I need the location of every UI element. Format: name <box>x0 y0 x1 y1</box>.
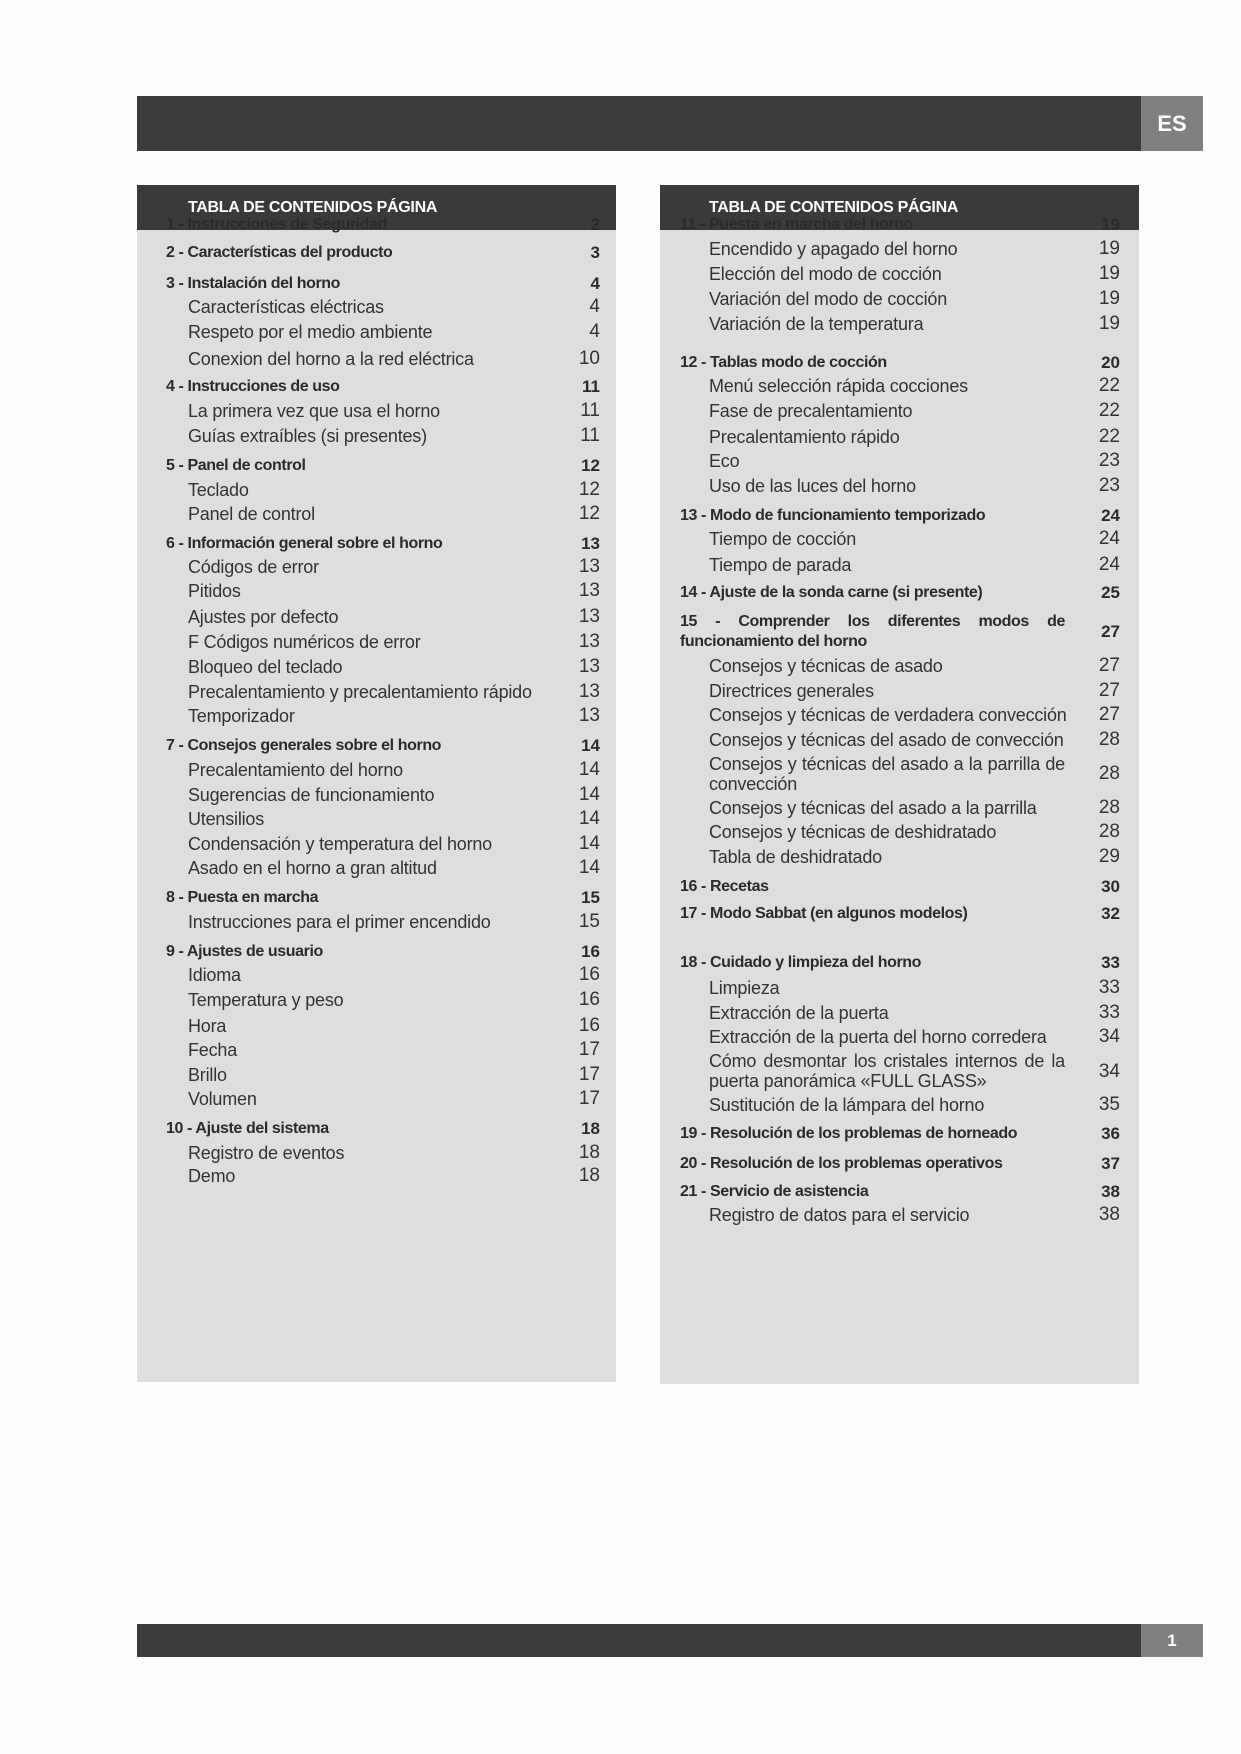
toc-entry <box>660 376 1139 396</box>
toc-entry-page: 22 <box>1098 426 1120 447</box>
toc-entry-title: Encendido y apagado del horno <box>709 239 958 259</box>
toc-entry-page: 4 <box>589 321 600 342</box>
toc-entry-title: 7 - Consejos generales sobre el horno <box>166 737 442 754</box>
toc-entry <box>660 427 1139 447</box>
toc-entry-page: 27 <box>1098 704 1120 725</box>
toc-entry-title: 14 - Ajuste de la sonda carne (si presente) <box>680 584 983 601</box>
toc-entry-page: 19 <box>1101 215 1120 234</box>
toc-entry <box>137 349 616 369</box>
toc-entry-page: 13 <box>578 656 600 677</box>
toc-entry <box>660 656 1139 676</box>
toc-entry-page: 12 <box>578 479 600 500</box>
toc-entry <box>137 322 616 342</box>
toc-entry-page: 29 <box>1098 846 1120 867</box>
toc-entry-title: Temperatura y peso <box>188 990 344 1010</box>
toc-entry <box>137 1119 616 1139</box>
toc-entry-page: 38 <box>1101 1182 1120 1201</box>
toc-entry-page: 25 <box>1101 583 1120 602</box>
toc-entry-page: 17 <box>578 1064 600 1085</box>
toc-entry-title: Utensilios <box>188 809 265 829</box>
footer-bar <box>137 1624 1141 1657</box>
toc-entry-page: 34 <box>1098 1026 1120 1047</box>
toc-entry-page: 19 <box>1098 238 1120 259</box>
toc-entry-page: 13 <box>578 631 600 652</box>
toc-entry-page: 2 <box>590 215 600 234</box>
toc-entry <box>137 504 616 524</box>
toc-entry-page: 17 <box>578 1088 600 1109</box>
toc-entry <box>137 809 616 829</box>
toc-entry <box>660 877 1139 897</box>
toc-entry-page: 16 <box>578 964 600 985</box>
toc-entry-title: La primera vez que usa el horno <box>188 401 440 421</box>
toc-entry-page: 13 <box>578 580 600 601</box>
toc-entry-title: Precalentamiento y precalentamiento rápido <box>188 682 532 702</box>
toc-entry <box>137 990 616 1010</box>
toc-entry <box>660 583 1139 603</box>
toc-entry-page: 27 <box>1101 622 1120 641</box>
toc-entry <box>660 798 1139 818</box>
toc-entry-page: 3 <box>590 243 600 262</box>
toc-entry-page: 28 <box>1098 763 1120 784</box>
toc-entry <box>660 353 1139 373</box>
toc-entry-title: Demo <box>188 1166 236 1186</box>
toc-entry-title: 10 - Ajuste del sistema <box>166 1120 329 1137</box>
toc-entry <box>137 243 616 263</box>
toc-entry-page: 17 <box>578 1039 600 1060</box>
toc-entry-page: 37 <box>1101 1154 1120 1173</box>
page-number: 1 <box>1141 1624 1203 1657</box>
toc-entry-title: Elección del modo de cocción <box>709 264 942 284</box>
toc-entry <box>137 215 616 235</box>
toc-entry-title: Fecha <box>188 1040 238 1060</box>
toc-entry-title: 5 - Panel de control <box>166 457 306 474</box>
toc-entry-title: Cómo desmontar los cristales internos de la puerta panorámica «FULL GLASS» <box>709 1051 1065 1091</box>
toc-entry-title: Precalentamiento rápido <box>709 427 900 447</box>
toc-entry-page: 33 <box>1098 977 1120 998</box>
toc-entry-page: 14 <box>578 833 600 854</box>
toc-entry-title: Características eléctricas <box>188 297 384 317</box>
toc-entry <box>137 888 616 908</box>
toc-entry <box>137 557 616 577</box>
toc-entry-page: 20 <box>1101 353 1120 372</box>
toc-entry-page: 28 <box>1098 821 1120 842</box>
toc-entry-page: 24 <box>1098 554 1120 575</box>
toc-entry-title: 19 - Resolución de los problemas de horneado <box>680 1125 1018 1142</box>
toc-entry-page: 30 <box>1101 877 1120 896</box>
toc-entry-title: Brillo <box>188 1065 227 1085</box>
toc-right-heading: TABLA DE CONTENIDOS PÁGINA <box>660 185 1139 230</box>
toc-entry-page: 11 <box>582 377 600 396</box>
toc-entry <box>660 401 1139 421</box>
toc-left-column <box>137 185 616 1382</box>
toc-entry-title: 13 - Modo de funcionamiento temporizado <box>680 507 986 524</box>
toc-entry-page: 24 <box>1101 506 1120 525</box>
toc-entry <box>660 822 1139 842</box>
toc-entry <box>660 506 1139 526</box>
toc-entry <box>137 682 616 702</box>
toc-entry <box>137 706 616 726</box>
toc-entry-title: Asado en el horno a gran altitud <box>188 858 437 878</box>
toc-entry-title: Variación del modo de cocción <box>709 289 948 309</box>
toc-entry-page: 12 <box>581 456 600 475</box>
toc-left-heading: TABLA DE CONTENIDOS PÁGINA <box>137 185 616 230</box>
toc-entry-title: Ajustes por defecto <box>188 607 339 627</box>
toc-entry-page: 35 <box>1098 1094 1120 1115</box>
toc-entry-page: 33 <box>1098 1002 1120 1023</box>
toc-entry-title: Hora <box>188 1016 227 1036</box>
toc-entry-title: 6 - Información general sobre el horno <box>166 535 443 552</box>
toc-entry-page: 22 <box>1098 375 1120 396</box>
toc-entry-page: 22 <box>1098 400 1120 421</box>
toc-entry <box>660 476 1139 496</box>
toc-entry-title: 11 - Puesta en marcha del horno <box>680 216 914 233</box>
toc-entry <box>137 1089 616 1109</box>
toc-entry-page: 14 <box>578 808 600 829</box>
toc-entry <box>137 534 616 554</box>
toc-entry <box>660 1027 1139 1047</box>
toc-entry <box>660 681 1139 701</box>
toc-entry-page: 28 <box>1098 729 1120 750</box>
toc-entry <box>660 1095 1139 1115</box>
toc-entry <box>137 377 616 397</box>
toc-entry <box>660 239 1139 259</box>
toc-entry <box>660 264 1139 284</box>
toc-entry <box>660 847 1139 867</box>
toc-entry-title: Eco <box>709 451 740 471</box>
toc-entry-page: 16 <box>578 1015 600 1036</box>
toc-entry <box>660 314 1139 334</box>
toc-entry <box>660 1205 1139 1225</box>
toc-entry-page: 4 <box>589 296 600 317</box>
toc-entry-title: Fase de precalentamiento <box>709 401 913 421</box>
toc-entry-page: 38 <box>1098 1204 1120 1225</box>
toc-right-column <box>660 185 1139 1384</box>
toc-entry-title: Consejos y técnicas de verdadera convección <box>709 705 1067 725</box>
toc-entry-title: Extracción de la puerta <box>709 1003 889 1023</box>
toc-entry <box>137 581 616 601</box>
toc-entry-page: 34 <box>1098 1061 1120 1082</box>
toc-entry-page: 14 <box>578 857 600 878</box>
toc-entry <box>660 953 1139 973</box>
toc-entry-page: 18 <box>581 1119 600 1138</box>
toc-entry-page: 19 <box>1098 313 1120 334</box>
toc-entry <box>660 904 1139 924</box>
toc-entry-title: 18 - Cuidado y limpieza del horno <box>680 954 922 971</box>
toc-entry-title: Registro de datos para el servicio <box>709 1205 970 1225</box>
toc-entry-title: Uso de las luces del horno <box>709 476 916 496</box>
toc-entry <box>137 657 616 677</box>
toc-entry-title: 8 - Puesta en marcha <box>166 889 319 906</box>
toc-entry-title: Consejos y técnicas del asado de convección <box>709 730 1064 750</box>
toc-entry-title: 17 - Modo Sabbat (en algunos modelos) <box>680 905 968 922</box>
toc-entry-page: 27 <box>1098 680 1120 701</box>
toc-entry <box>660 612 1139 652</box>
toc-entry <box>137 297 616 317</box>
toc-entry <box>660 730 1139 750</box>
toc-entry-title: Teclado <box>188 480 249 500</box>
toc-entry-page: 18 <box>578 1165 600 1186</box>
toc-entry <box>660 529 1139 549</box>
toc-entry-title: Códigos de error <box>188 557 319 577</box>
toc-entry-title: Consejos y técnicas del asado a la parrilla <box>709 798 1037 818</box>
toc-entry <box>137 912 616 932</box>
toc-entry-page: 13 <box>578 606 600 627</box>
toc-entry-title: Limpieza <box>709 978 780 998</box>
toc-entry-page: 10 <box>578 348 600 369</box>
toc-entry <box>137 480 616 500</box>
toc-entry <box>660 1003 1139 1023</box>
toc-entry-title: Condensación y temperatura del horno <box>188 834 492 854</box>
toc-entry <box>137 736 616 756</box>
toc-entry <box>137 1143 616 1163</box>
toc-entry-title: Consejos y técnicas de asado <box>709 656 943 676</box>
toc-entry-page: 19 <box>1098 288 1120 309</box>
toc-entry-page: 13 <box>578 681 600 702</box>
toc-entry <box>137 456 616 476</box>
toc-entry-page: 23 <box>1098 450 1120 471</box>
toc-entry-page: 27 <box>1098 655 1120 676</box>
toc-entry-title: 15 - Comprender los diferentes modos de funcionamiento del horno <box>680 613 1065 650</box>
toc-entry-title: Bloqueo del teclado <box>188 657 343 677</box>
toc-entry-page: 13 <box>578 556 600 577</box>
toc-entry <box>660 451 1139 471</box>
toc-entry-page: 24 <box>1098 528 1120 549</box>
toc-entry-title: Directrices generales <box>709 681 874 701</box>
toc-entry-page: 23 <box>1098 475 1120 496</box>
toc-entry-page: 28 <box>1098 797 1120 818</box>
toc-entry-title: Tabla de deshidratado <box>709 847 882 867</box>
toc-entry-page: 32 <box>1101 904 1120 923</box>
toc-entry <box>660 1124 1139 1144</box>
toc-entry-title: Tiempo de cocción <box>709 529 857 549</box>
language-tab: ES <box>1141 96 1203 151</box>
toc-entry-page: 14 <box>581 736 600 755</box>
toc-entry <box>137 760 616 780</box>
toc-entry-title: 12 - Tablas modo de cocción <box>680 354 887 371</box>
toc-entry <box>137 834 616 854</box>
toc-entry-title: 16 - Recetas <box>680 878 769 895</box>
toc-entry-page: 15 <box>581 888 600 907</box>
toc-entry-title: 21 - Servicio de asistencia <box>680 1183 869 1200</box>
toc-entry-title: F Códigos numéricos de error <box>188 632 421 652</box>
toc-entry-title: Consejos y técnicas de deshidratado <box>709 822 997 842</box>
toc-entry-page: 11 <box>580 425 600 446</box>
toc-entry-page: 12 <box>578 503 600 524</box>
toc-entry-page: 15 <box>578 911 600 932</box>
toc-entry-page: 13 <box>578 705 600 726</box>
toc-entry-title: Consejos y técnicas del asado a la parrilla de convección <box>709 754 1065 794</box>
toc-entry <box>137 1065 616 1085</box>
toc-entry-title: 9 - Ajustes de usuario <box>166 943 323 960</box>
toc-entry-title: Panel de control <box>188 504 315 524</box>
toc-entry <box>660 754 1139 794</box>
toc-entry-page: 36 <box>1101 1124 1120 1143</box>
toc-entry <box>137 785 616 805</box>
toc-entry <box>660 555 1139 575</box>
toc-entry-title: Respeto por el medio ambiente <box>188 322 433 342</box>
toc-entry <box>137 1166 616 1186</box>
toc-entry <box>137 274 616 294</box>
toc-entry-title: 20 - Resolución de los problemas operativos <box>680 1155 1003 1172</box>
toc-entry <box>137 401 616 421</box>
toc-entry <box>137 965 616 985</box>
toc-entry-page: 16 <box>578 989 600 1010</box>
toc-entry-title: Conexion del horno a la red eléctrica <box>188 349 474 369</box>
toc-entry-title: Variación de la temperatura <box>709 314 924 334</box>
toc-entry-title: Precalentamiento del horno <box>188 760 403 780</box>
toc-entry <box>660 1182 1139 1202</box>
toc-entry-title: Tiempo de parada <box>709 555 852 575</box>
toc-entry-title: Registro de eventos <box>188 1143 345 1163</box>
toc-entry-title: Extracción de la puerta del horno corredera <box>709 1027 1047 1047</box>
toc-entry-title: 3 - Instalación del horno <box>166 275 341 292</box>
toc-entry <box>660 1154 1139 1174</box>
toc-entry <box>137 1040 616 1060</box>
toc-entry <box>137 632 616 652</box>
toc-entry-page: 11 <box>580 400 600 421</box>
toc-entry-title: Sugerencias de funcionamiento <box>188 785 435 805</box>
toc-entry-title: Idioma <box>188 965 241 985</box>
toc-entry <box>137 858 616 878</box>
toc-entry-title: Volumen <box>188 1089 257 1109</box>
toc-entry-title: Instrucciones para el primer encendido <box>188 912 491 932</box>
toc-entry <box>137 1016 616 1036</box>
toc-entry-page: 16 <box>581 942 600 961</box>
toc-entry <box>660 978 1139 998</box>
toc-entry-title: Guías extraíbles (si presentes) <box>188 426 427 446</box>
toc-entry <box>660 215 1139 235</box>
toc-entry-title: Temporizador <box>188 706 295 726</box>
toc-entry-title: Sustitución de la lámpara del horno <box>709 1095 985 1115</box>
toc-entry <box>137 942 616 962</box>
toc-entry-page: 13 <box>581 534 600 553</box>
toc-entry <box>137 607 616 627</box>
toc-entry-page: 4 <box>590 274 600 293</box>
toc-entry-title: 1 - Instrucciones de Seguridad <box>166 216 387 233</box>
toc-entry-page: 14 <box>578 784 600 805</box>
toc-entry-title: 4 - Instrucciones de uso <box>166 378 340 395</box>
toc-entry-title: Menú selección rápida cocciones <box>709 376 968 396</box>
toc-entry <box>137 426 616 446</box>
toc-entry <box>660 705 1139 725</box>
toc-entry-title: 2 - Características del producto <box>166 244 393 261</box>
toc-entry-page: 18 <box>578 1142 600 1163</box>
toc-entry-page: 33 <box>1101 953 1120 972</box>
toc-entry <box>660 289 1139 309</box>
header-bar <box>137 96 1141 151</box>
toc-entry <box>660 1051 1139 1093</box>
toc-entry-page: 14 <box>578 759 600 780</box>
toc-entry-page: 19 <box>1098 263 1120 284</box>
toc-entry-title: Pitidos <box>188 581 241 601</box>
